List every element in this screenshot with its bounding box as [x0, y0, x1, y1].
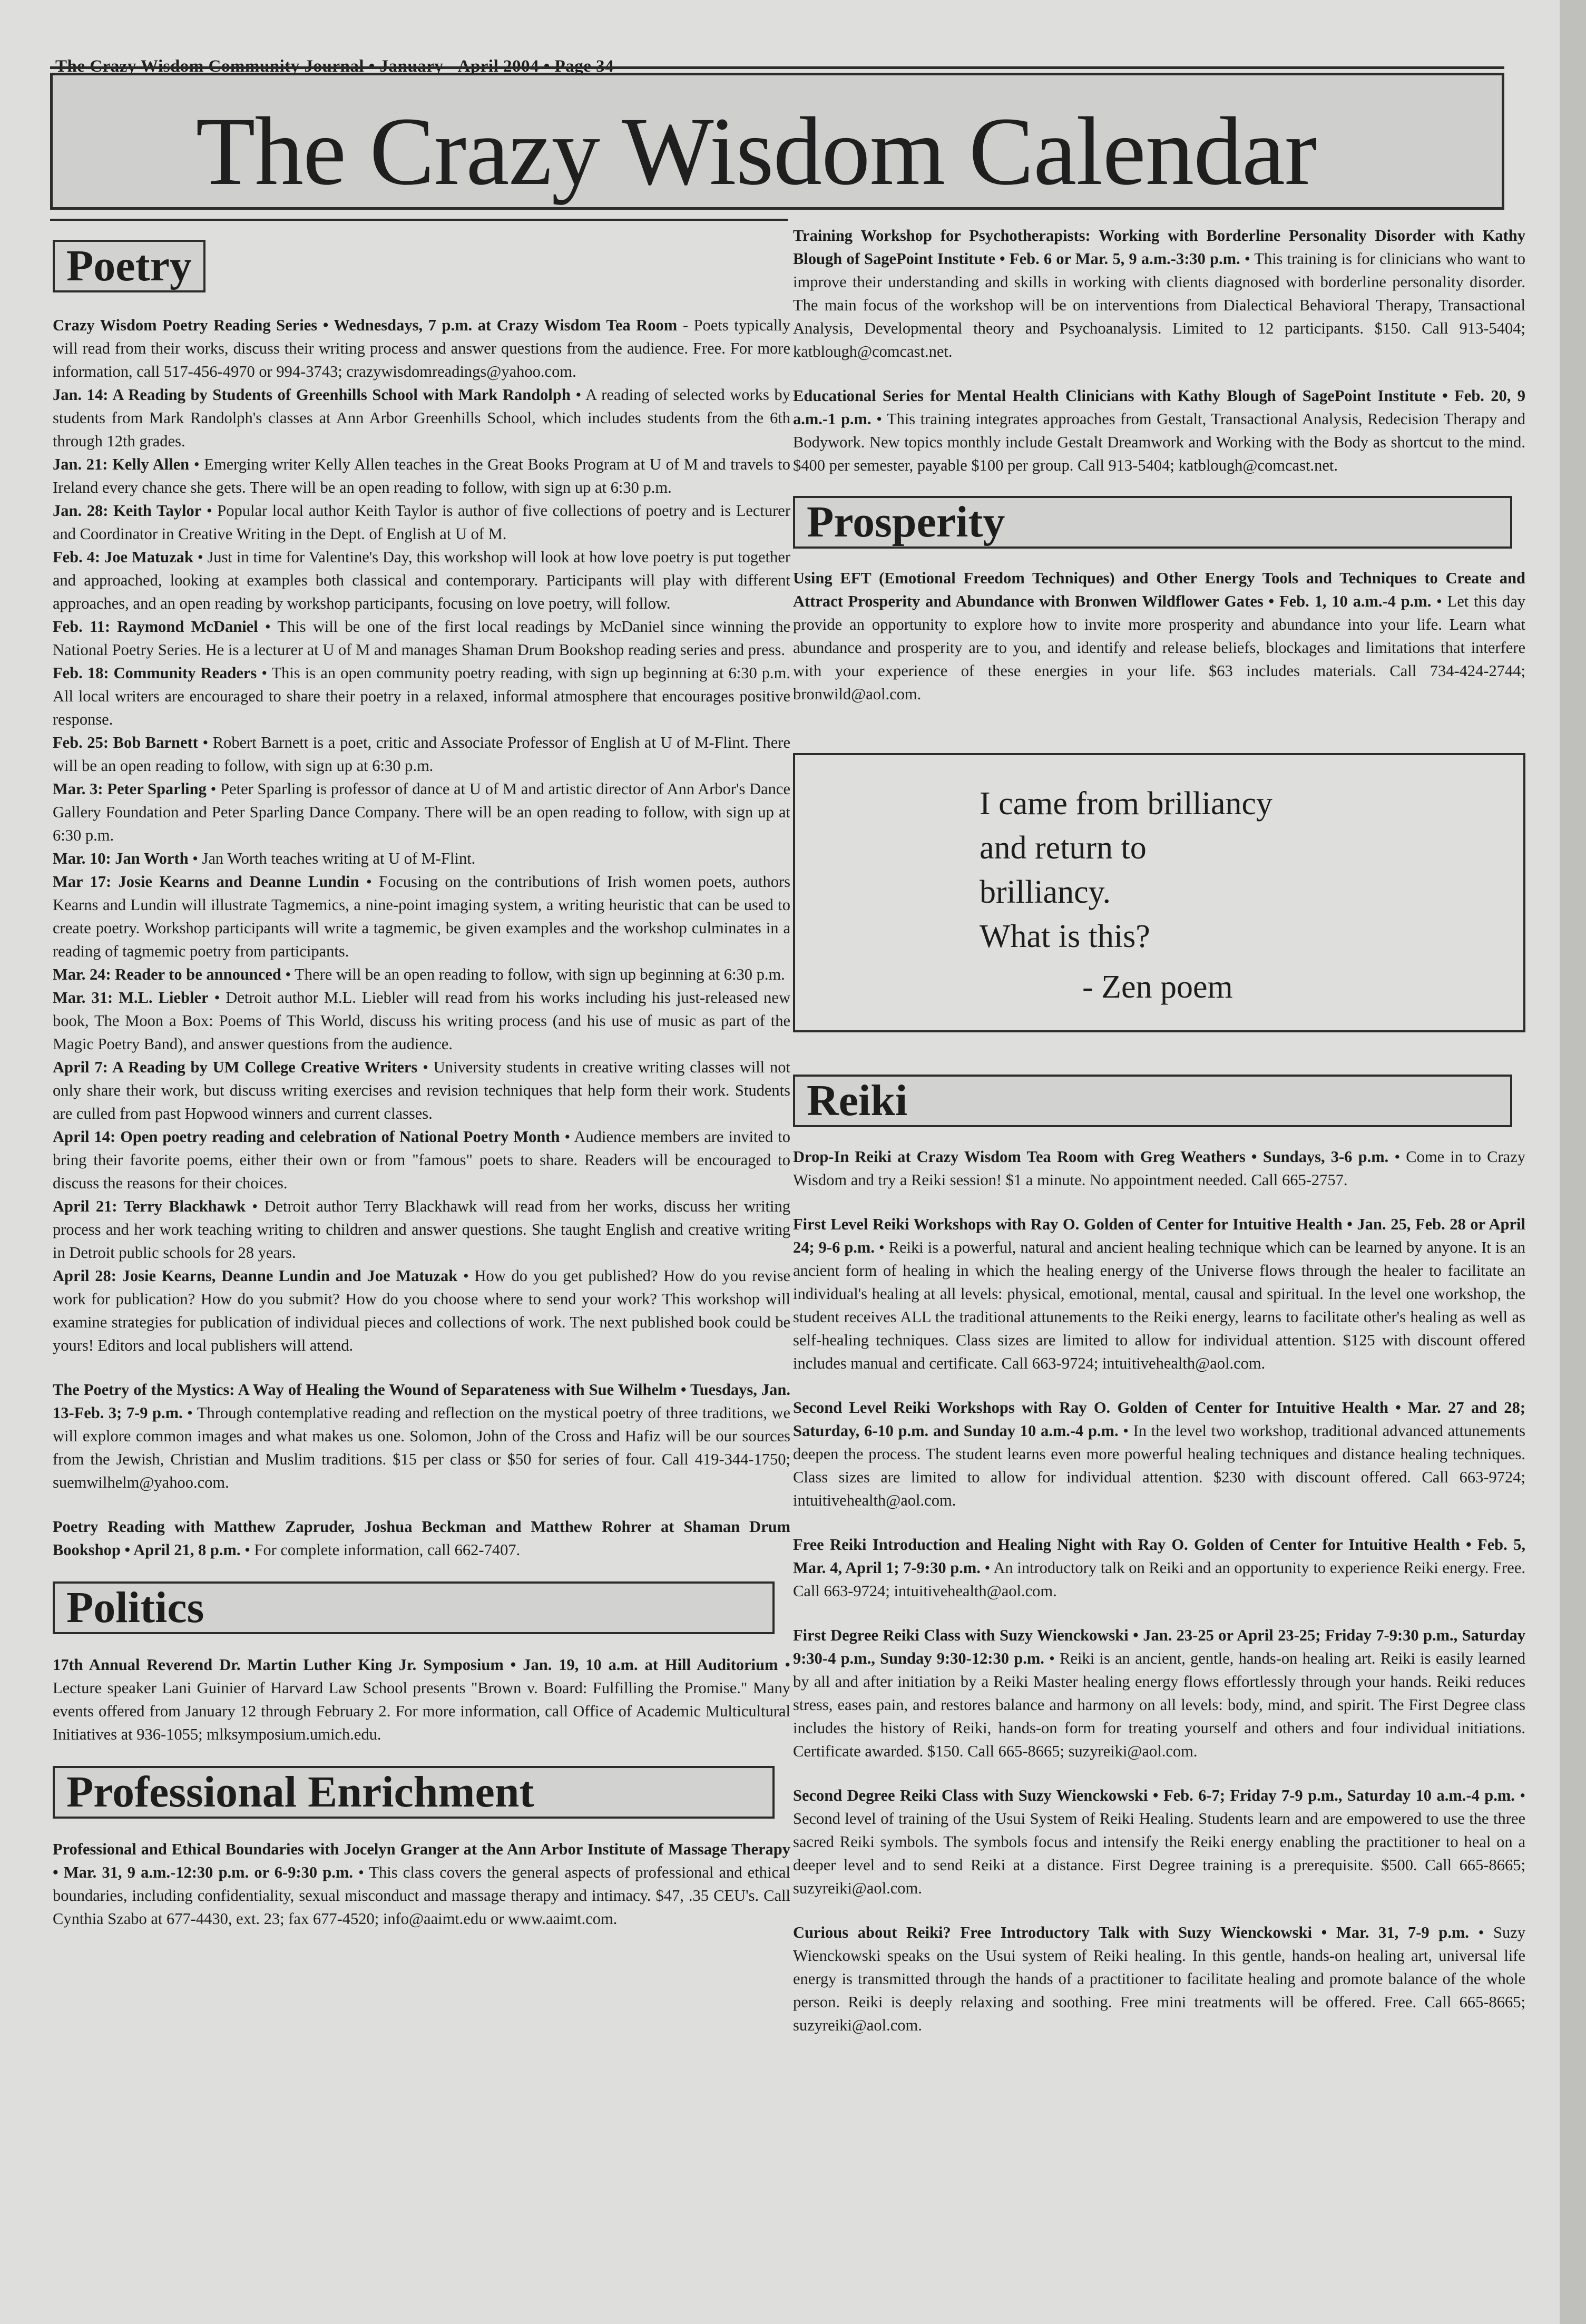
poetry-entry: April 7: A Reading by UM College Creative Writers • University students in creative writing classes will not only share their work, but discuss writing exercises and revision techniques that help form their work. Students are culled from past Hopwood winners and current classes. — [53, 1058, 790, 1122]
header-rule — [50, 66, 1504, 69]
reiki-listings — [793, 1145, 1525, 2037]
poetry-entry: Feb. 25: Bob Barnett • Robert Barnett is a poet, critic and Associate Professor of English at U of M-Flint. There will be an open reading to follow, with sign up at 6:30 p.m. — [53, 734, 790, 775]
reiki-heading: Reiki — [793, 1075, 1512, 1127]
quote-line: What is this? — [980, 919, 1150, 954]
poetry-listings — [53, 314, 790, 1357]
left-column — [53, 240, 790, 1930]
poetry-entry: Jan. 21: Kelly Allen • Emerging writer Kelly Allen teaches in the Great Books Program at U of M and travels to Ireland every chance she gets. There will be an open reading to follow, with sign up at 6:30 p.m. — [53, 455, 790, 496]
poetry-entry: Feb. 11: Raymond McDaniel • This will be one of the first local readings by McDaniel since winning the National Poetry Series. He is a lecturer at U of M and manages Shaman Drum Bookshop reading series and press. — [53, 618, 790, 659]
training-entry: Training Workshop for Psychotherapists: Working with Borderline Personality Disorder with Kathy Blough of SagePoint Institute • Feb. 6 or Mar. 5, 9 a.m.-3:30 p.m. • This training is for clinicians who want to improve their understanding and skills in working with clients diagnosed with borderline personality disorder. The main focus of the workshop will be on interventions from Dialectical Behavioral Therapy, Transactional Analysis, Developmental theory and Psychoanalysis. Limited to 12 participants. $150. Call 913-5404; katblough@comcast.net. — [793, 227, 1525, 360]
reiki-entry: First Degree Reiki Class with Suzy Wienckowski • Jan. 23-25 or April 23-25; Friday 7-9:30 p.m., Saturday 9:30-4 p.m., Sunday 9:30-12:30 p.m. • Reiki is an ancient, gentle, hands-on healing art. Reiki is easily learned by all and after initiation by a Reiki Master healing energy flows effortlessly through your hands. Reiki reduces stress, eases pain, and restores balance and harmony on all levels: body, mind, and spirit. The First Degree class includes the history of Reiki, hands-on form for treating yourself and others and four individual initiations. Certificate awarded. $150. Call 665-8665; suzyreiki@aol.com. — [793, 1626, 1525, 1760]
page-edge — [1560, 0, 1586, 2324]
politics-heading: Politics — [53, 1581, 775, 1634]
professional-entry: Professional and Ethical Boundaries with Jocelyn Granger at the Ann Arbor Institute of Massage Therapy • Mar. 31, 9 a.m.-12:30 p.m. or 6-9:30 p.m. • This class covers the general aspects of professional and ethical boundaries, including confidentiality, sexual misconduct and massage therapy and intimacy. $47, .35 CEU's. Call Cynthia Szabo at 677-4430, ext. 23; fax 677-4520; info@aaimt.edu or www.aaimt.com. — [53, 1840, 790, 1928]
poetry-entry: April 21: Terry Blackhawk • Detroit author Terry Blackhawk will read from her works, discuss her writing process and her work teaching writing to children and answer questions. She taught English and creative writing in Detroit public schools for 28 years. — [53, 1197, 791, 1262]
quote-line: brilliancy. — [980, 874, 1111, 910]
reiki-entry: First Level Reiki Workshops with Ray O. Golden of Center for Intuitive Health • Jan. 25, Feb. 28 or April 24; 9-6 p.m. • Reiki is a powerful, natural and ancient healing technique which can be learned by anyone. It is an ancient form of healing in which the healing energy of the Universe flows through the healer to facilitate an individual's healing at all levels: physical, emotional, mental, causal and spiritual. In the level one workshop, the student receives ALL the traditional attunements to the Reiki energy, learns to facilitate other's healing as well as self-healing techniques. Class sizes are limited to allow for individual attention. $125 with discount offered includes manual and certificate. Call 663-9724; intuitivehealth@aol.com. — [793, 1215, 1526, 1372]
poetry-entry: Mar. 10: Jan Worth • Jan Worth teaches writing at U of M-Flint. — [53, 849, 476, 867]
professional-enrichment-heading: Professional Enrichment — [53, 1766, 775, 1819]
quote-line: I came from brilliancy — [980, 786, 1273, 822]
reiki-entry: Drop-In Reiki at Crazy Wisdom Tea Room with Greg Weathers • Sundays, 3-6 p.m. • Come in to Crazy Wisdom and try a Reiki session! $1 a minute. No appointment needed. Call 665-2757. — [793, 1148, 1525, 1189]
poetry-heading: Poetry — [53, 240, 205, 292]
mystics-entry: The Poetry of the Mystics: A Way of Healing the Wound of Separateness with Sue Wilhelm • Tuesdays, Jan. 13-Feb. 3; 7-9 p.m. • Through contemplative reading and reflection on the mystical poetry of three traditions, we will explore common images and what makes us one. Solomon, John of the Cross and Hafiz will be our sources from the Jewish, Christian and Muslim traditions. $15 per class or $50 for series of four. Call 419-344-1750; suemwilhelm@yahoo.com. — [53, 1381, 790, 1491]
poetry-entry: April 28: Josie Kearns, Deanne Lundin and Joe Matuzak • How do you get published? How do you revise work for publication? How do you submit? How do you choose where to send your work? This workshop will examine strategies for publication of individual pieces and collections of work. The next published book could be yours! Editors and local publishers will attend. — [53, 1267, 790, 1354]
poetry-entry: Crazy Wisdom Poetry Reading Series • Wednesdays, 7 p.m. at Crazy Wisdom Tea Room - Poets typically will read from their works, discuss their writing process and answer questions from the audience. Free. For more information, call 517-456-4970 or 994-3743; crazywisdomreadings@yahoo.com. — [53, 316, 790, 380]
prosperity-entry: Using EFT (Emotional Freedom Techniques) and Other Energy Tools and Techniques to Create and Attract Prosperity and Abundance with Bronwen Wildflower Gates • Feb. 1, 10 a.m.-4 p.m. • Let this day provide an opportunity to explore how to invite more prosperity and abundance into your life. Learn what abundance and prosperity are to you, and identify and release beliefs, blockages and limitations that interfere with your experience of these energies in your life. $63 includes materials. Call 734-424-2744; bronwild@aol.com. — [793, 569, 1525, 703]
poetry-entry: Mar. 31: M.L. Liebler • Detroit author M.L. Liebler will read from his works including his just-released new book, The Moon a Box: Poems of This World, discuss his writing process (and his use of music as part of the Magic Poetry Band), and answer questions from the audience. — [53, 989, 790, 1053]
poetry-entry: Jan. 28: Keith Taylor • Popular local author Keith Taylor is author of five collections of poetry and is Lecturer and Coordinator in Creative Writing in the Dept. of English at U of M. — [53, 502, 790, 543]
quote-attribution: - Zen poem — [1082, 969, 1233, 1005]
reiki-entry: Second Degree Reiki Class with Suzy Wienckowski • Feb. 6-7; Friday 7-9 p.m., Saturday 10 a.m.-4 p.m. • Second level of training of the Usui System of Reiki Healing. Students learn and are empowered to use the three sacred Reiki symbols. The symbols focus and intensify the Reiki energy enabling the practitioner to heal on a deeper level and to send Reiki at a distance. First Degree training is a prerequisite. $500. Call 665-8665; suzyreiki@aol.com. — [793, 1786, 1525, 1897]
left-column-rule — [50, 219, 788, 221]
poetry-entry: Feb. 4: Joe Matuzak • Just in time for Valentine's Day, this workshop will look at how love poetry is put together and approached, looking at examples both classical and contemporary. Participants will play with different approaches, and an open reading by workshop participants, focusing on love poetry, will follow. — [53, 548, 791, 612]
training-entry: Educational Series for Mental Health Clinicians with Kathy Blough of SagePoint Institute • Feb. 20, 9 a.m.-1 p.m. • This training integrates approaches from Gestalt, Transactional Analysis, Redecision Therapy and Bodywork. New topics monthly include Gestalt Dreamwork and Working with the Body as shortcut to the mind. $400 per semester, payable $100 per group. Call 913-5404; katblough@comcast.net. — [793, 387, 1525, 474]
reiki-entry: Curious about Reiki? Free Introductory Talk with Suzy Wienckowski • Mar. 31, 7-9 p.m. • Suzy Wienckowski speaks on the Usui system of Reiki healing. In this gentle, hands-on healing art, universal life energy is transmitted through the hands of a practitioner to facilitate healing and promote balance of the whole person. Reiki is deeply relaxing and soothing. Free mini treatments will be offered. Free. Call 665-8665; suzyreiki@aol.com. — [793, 1923, 1526, 2034]
poetry-entry: Jan. 14: A Reading by Students of Greenhills School with Mark Randolph • A reading of selected works by students from Mark Randolph's classes at Ann Arbor Greenhills School, which includes students from the 6th through 12th grades. — [53, 386, 790, 450]
page-title: The Crazy Wisdom Calendar — [195, 97, 1317, 206]
zen-quote-box — [793, 753, 1525, 1032]
poetry-entry: Mar. 3: Peter Sparling • Peter Sparling is professor of dance at U of M and artistic director of Ann Arbor's Dance Gallery Foundation and Peter Sparling Dance Company. There will be an open reading to follow, with sign up at 6:30 p.m. — [53, 780, 790, 844]
poetry-entry: Mar. 24: Reader to be announced • There will be an open reading to follow, with sign up beginning at 6:30 p.m. — [53, 965, 785, 983]
prosperity-heading: Prosperity — [793, 496, 1512, 549]
quote-line: and return to — [980, 830, 1147, 866]
politics-entry: 17th Annual Reverend Dr. Martin Luther King Jr. Symposium • Jan. 19, 10 a.m. at Hill Auditorium • Lecture speaker Lani Guinier of Harvard Law School presents "Brown v. Board: Fulfilling the Promise." Many events offered from January 12 through February 2. For more information, call Office of Academic Multicultural Initiatives at 936-1055; mlksymposium.umich.edu. — [53, 1656, 790, 1743]
poetry-entry: Feb. 18: Community Readers • This is an open community poetry reading, with sign up beginning at 6:30 p.m. All local writers are encouraged to share their poetry in a relaxed, informal atmosphere that encourages positive response. — [53, 664, 791, 728]
shaman-drum-entry: Poetry Reading with Matthew Zapruder, Joshua Beckman and Matthew Rohrer at Shaman Drum Bookshop • April 21, 8 p.m. • For complete information, call 662-7407. — [53, 1518, 790, 1559]
title-banner — [50, 73, 1504, 210]
poetry-entry: April 14: Open poetry reading and celebration of National Poetry Month • Audience members are invited to bring their favorite poems, either their own or from "famous" poets to share. Readers will be encouraged to discuss the reasons for their choices. — [53, 1128, 790, 1192]
right-column — [793, 224, 1525, 2037]
poetry-entry: Mar 17: Josie Kearns and Deanne Lundin • Focusing on the contributions of Irish women poets, authors Kearns and Lundin will illustrate Tagmemics, a nine-point imaging system, a writing heuristic that can be used to create poetry. Workshop participants will write a tagmemic, be given examples and the workshop culminates in a reading of tagmemic poetry from participants. — [53, 873, 791, 960]
reiki-entry: Second Level Reiki Workshops with Ray O. Golden of Center for Intuitive Health • Mar. 27 and 28; Saturday, 6-10 p.m. and Sunday 10 a.m.-4 p.m. • In the level two workshop, traditional advanced attunements deepen the process. The student learns even more powerful healing techniques and distance healing techniques. Class sizes are limited to allow for individual attention. $230 with discount offered. Call 663-9724; intuitivehealth@aol.com. — [793, 1399, 1525, 1509]
reiki-entry: Free Reiki Introduction and Healing Night with Ray O. Golden of Center for Intuitive Health • Feb. 5, Mar. 4, April 1; 7-9:30 p.m. • An introductory talk on Reiki and an opportunity to experience Reiki energy. Free. Call 663-9724; intuitivehealth@aol.com. — [793, 1536, 1526, 1600]
